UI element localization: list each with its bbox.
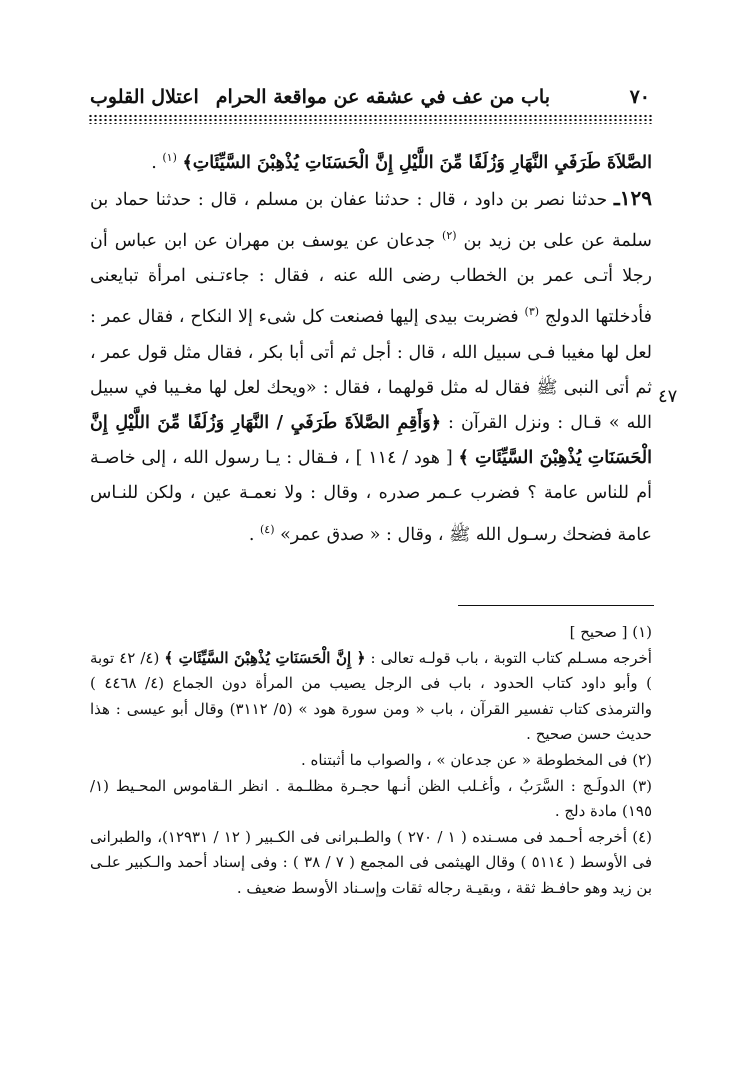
book-title: اعتلال القلوب	[90, 86, 199, 108]
chapter-title: باب من عف في عشقه عن مواقعة الحرام	[215, 86, 550, 108]
running-header	[90, 86, 650, 116]
hadith-text-d: [ هود / ١١٤ ] ، فـقال : يـا رسول الله ، إلى خاصـة أم للناس عامة ؟ فضرب عـمر صدره ، وقال : ولا نعمـة عين ، ولكن للنـاس عامة فضحك رسـول الله ﷺ ، وقال : « صدق عمر»	[90, 448, 652, 545]
hadith-paragraph	[90, 181, 652, 553]
hadith-number: ١٢٩ـ	[613, 186, 652, 211]
main-text	[90, 140, 652, 553]
punctuation-end: .	[248, 524, 255, 545]
footnote-2: (٢) فى المخطوطة « عن جدعان » ، والصواب ما أثبتناه .	[300, 750, 652, 769]
quran-verse: ﴿وَأَقِمِ الصَّلاَةَ طَرَفَيِ / النَّهَارِ وَزُلَفًا مِّنَ اللَّيْلِ إِنَّ الْحَسَنَاتِ يُذْهِبْنَ السَّيِّئَاتِ ﴾	[90, 412, 652, 469]
footnote-separator	[458, 605, 654, 606]
footnote-ref-1: (١)	[162, 151, 177, 164]
footnote-1-text-a: أخرجه مسـلم كتاب التوبة ، باب قولـه تعالى :	[370, 648, 652, 667]
punctuation: .	[151, 152, 157, 173]
header-ornamental-rule	[88, 114, 653, 124]
footnote-1-quote: ﴿ إِنَّ الْحَسَنَاتِ يُذْهِبْنَ السَّيِّئَاتِ ﴾	[164, 648, 366, 667]
footnote-1-head: (١) [ صحيح ]	[569, 623, 652, 641]
footnote-1-body	[90, 646, 652, 748]
hadith-text-b: جدعان عن يوسف بن مهران عن ابن عباس أن رجلا أتـى عمر بن الخطاب رضى الله عنه ، فقال : جاءتـنى امرأة تبايعنى فأدخلتها الدولج	[90, 231, 652, 328]
footnote-4: (٤) أخرجه أحـمد فى مسـنده ( ١ / ٢٧٠ ) والطـبرانى فى الكـبير ( ١٢ / ١٢٩٣١)، والطبرانى فى الأوسط ( ٥١١٤ ) وقال الهيثمى فى المجمع ( ٧ / ٣٨ ) : وفى إسناد أحمد والـكبير علـى بن زيد وهو حافـظ ثقة ، وبقيـة رجاله ثقات وإسـناد الأوسط ضعيف .	[90, 827, 653, 897]
quran-quote: الصَّلاَةَ طَرَفَيِ النَّهَارِ وَزُلَفًا مِّنَ اللَّيْلِ إِنَّ الْحَسَنَاتِ يُذْهِبْنَ السَّيِّئَاتِ﴾	[182, 152, 652, 173]
footnote-1-text-c: (٤/ ٤٢ توبة ) وأبو داود كتاب الحدود ، باب فى الرجل يصيب من المرأة دون الجماع (٤/ ٤٤٦٨ ) والترمذى كتاب تفسير القرآن ، باب « ومن سورة هود » (٥/ ٣١١٢) وقال أبو عيسى : هذا حديث حسن صحيح .	[90, 648, 653, 744]
page-number: ٧٠	[629, 86, 650, 108]
verse-continuation	[90, 140, 652, 181]
hadith-text-c: فضربت بيدى إليها فصنعت كل شىء إلا النكاح ، فقال عمر : لعل لها مغيبا فـى سبيل الله ، قال : أجل ثم أتى أبا بكر ، فقال مثل قول عمر ، ثم أتى النبى ﷺ فقال له مثل قولهما ، فقال : «ويحك لعل لها مغـيبا في سبيل الله » قـال : ونزل القرآن :	[90, 307, 652, 433]
footnote-3: (٣) الدولَـج : السَّرَبُ ، وأغـلب الظن أنـها حجـرة مظلـمة . انظر الـقاموس المحـيط (١/ ١٩٥) مادة دلج .	[90, 776, 652, 821]
margin-number: ٤٧	[658, 386, 678, 407]
footnote-ref-3: (٣)	[524, 305, 540, 319]
footnote-ref-4: (٤)	[259, 522, 275, 536]
hadith-text-a: حدثنا نصر بن داود ، قال : حدثنا عفان بن مسلم ، قال : حدثنا حماد بن سلمة عن على بن زيد بن	[90, 190, 652, 252]
footnotes	[90, 620, 652, 902]
footnote-ref-2: (٢)	[442, 229, 457, 243]
